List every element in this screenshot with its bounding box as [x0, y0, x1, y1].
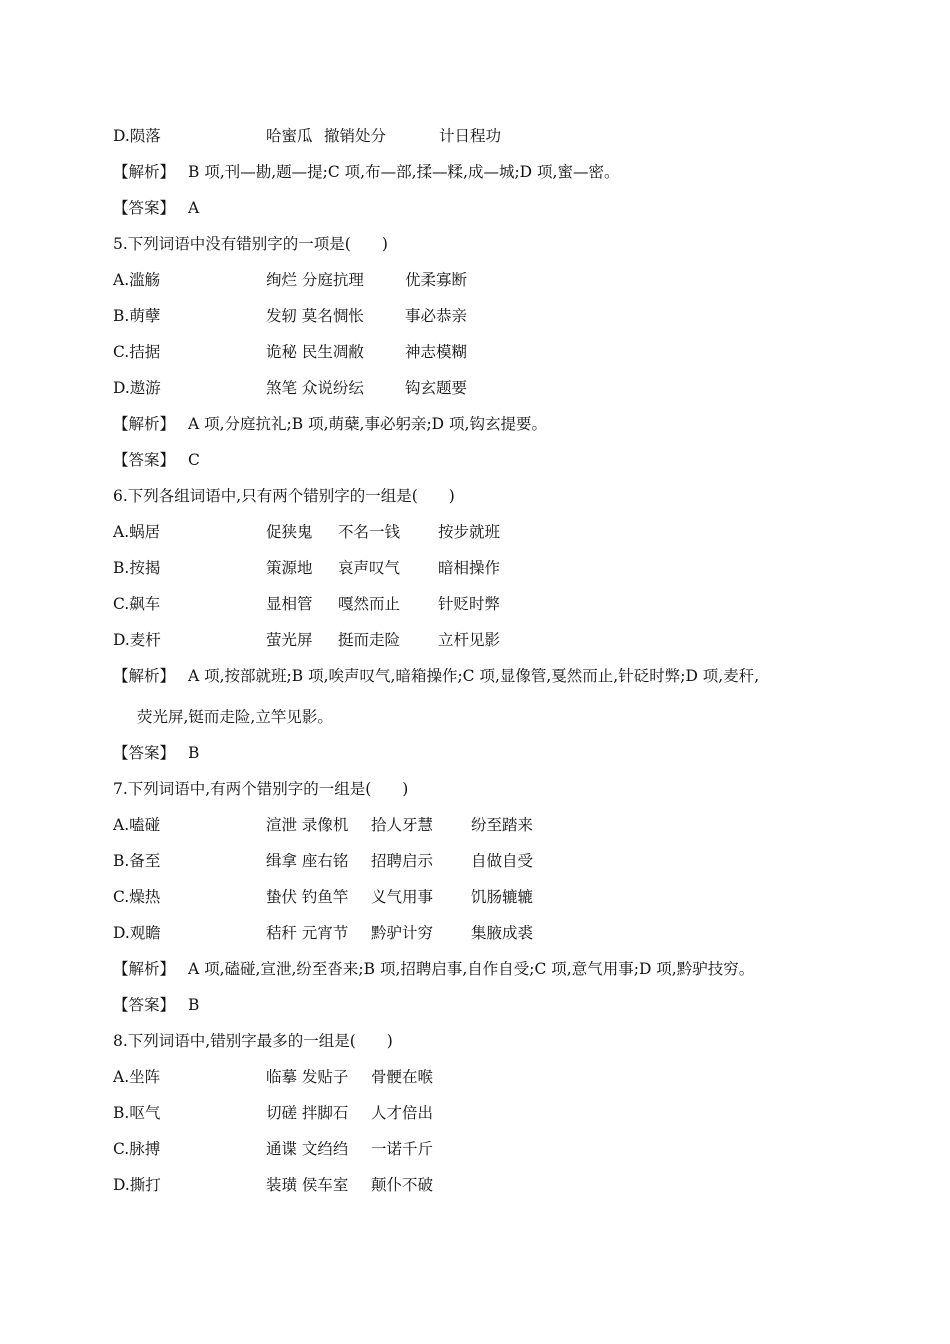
option-word: 煞笔 众说纷纭	[266, 379, 364, 397]
analysis-text: B 项,刊—勘,题—提;C 项,布—部,揉—糅,成—城;D 项,蜜—密。	[188, 163, 620, 181]
option-label: A.蜗居	[113, 523, 161, 541]
option-word: 渲泄 录像机	[266, 816, 349, 834]
analysis-text: A 项,按部就班;B 项,唉声叹气,暗箱操作;C 项,显像管,戛然而止,针砭时弊;D 项,麦秆,	[188, 667, 760, 685]
option-word: 哈蜜瓜	[266, 127, 313, 145]
analysis-text: A 项,分庭抗礼;B 项,萌蘖,事必躬亲;D 项,钩玄提要。	[188, 415, 547, 433]
option-word: 秸秆 元宵节	[266, 924, 349, 942]
option-label: A.坐阵	[113, 1068, 161, 1086]
answer-tag: 【答案】	[113, 451, 176, 469]
option-word: 通谍 文绉绉	[266, 1140, 349, 1158]
option-word: 挺而走险	[338, 631, 401, 649]
option-word: 钩玄题要	[405, 379, 468, 397]
option-word: 神志模糊	[405, 343, 468, 361]
option-word: 计日程功	[439, 127, 502, 145]
option-word: 事必恭亲	[405, 307, 468, 325]
analysis-tag: 【解析】	[113, 960, 176, 978]
answer-value: B	[188, 996, 200, 1014]
option-word: 骨骾在喉	[371, 1068, 434, 1086]
question-stem: 8.下列词语中,错别字最多的一组是( )	[113, 1032, 393, 1050]
option-label: D.撕打	[113, 1176, 161, 1194]
option-label: A.滥觞	[113, 271, 161, 289]
option-word: 暗相操作	[438, 559, 501, 577]
analysis-tag: 【解析】	[113, 415, 176, 433]
option-word: 显相管	[266, 595, 313, 613]
option-word: 切磋 拌脚石	[266, 1104, 349, 1122]
option-word: 饥肠辘辘	[471, 888, 534, 906]
option-word: 策源地	[266, 559, 313, 577]
answer-value: B	[188, 744, 200, 762]
option-label: C.拮据	[113, 343, 161, 361]
option-word: 不名一钱	[338, 523, 401, 541]
answer-tag: 【答案】	[113, 996, 176, 1014]
option-word: 颠仆不破	[371, 1176, 434, 1194]
option-word: 自做自受	[471, 852, 534, 870]
option-label: D.遨游	[113, 379, 161, 397]
option-word: 一诺千斤	[371, 1140, 434, 1158]
answer-tag: 【答案】	[113, 199, 176, 217]
option-word: 嘎然而止	[338, 595, 401, 613]
option-word: 促狭鬼	[266, 523, 313, 541]
analysis-text: A 项,磕碰,宣泄,纷至沓来;B 项,招聘启事,自作自受;C 项,意气用事;D 项,黔驴技穷。	[188, 960, 755, 978]
option-word: 诡秘 民生凋敝	[266, 343, 364, 361]
option-label: B.备至	[113, 852, 161, 870]
option-label: D.陨落	[113, 127, 161, 145]
option-word: 蛰伏 钓鱼竿	[266, 888, 349, 906]
option-word: 人才倍出	[371, 1104, 434, 1122]
option-word: 黔驴计穷	[371, 924, 434, 942]
question-stem: 6.下列各组词语中,只有两个错别字的一组是( )	[113, 487, 455, 505]
analysis-tag: 【解析】	[113, 163, 176, 181]
answer-value: C	[188, 451, 200, 469]
answer-value: A	[188, 199, 200, 217]
option-word: 针贬时弊	[438, 595, 501, 613]
option-word: 集腋成裘	[471, 924, 534, 942]
option-word: 萤光屏	[266, 631, 313, 649]
option-label: C.脉搏	[113, 1140, 161, 1158]
option-word: 招聘启示	[371, 852, 434, 870]
option-word: 按步就班	[438, 523, 501, 541]
option-word: 绚烂 分庭抗理	[266, 271, 364, 289]
option-word: 纷至踏来	[471, 816, 534, 834]
analysis-text: 荧光屏,铤而走险,立竿见影。	[137, 708, 333, 726]
question-stem: 5.下列词语中没有错别字的一项是( )	[113, 235, 388, 253]
option-label: C.燥热	[113, 888, 161, 906]
option-label: B.按揭	[113, 559, 161, 577]
option-word: 装璜 侯车室	[266, 1176, 349, 1194]
question-stem: 7.下列词语中,有两个错别字的一组是( )	[113, 780, 409, 798]
option-label: D.观瞻	[113, 924, 161, 942]
option-word: 缉拿 座右铭	[266, 852, 349, 870]
option-word: 立杆见影	[438, 631, 501, 649]
option-label: C.飙车	[113, 595, 161, 613]
option-word: 发轫 莫名惆怅	[266, 307, 364, 325]
option-word: 撤销处分	[324, 127, 387, 145]
option-word: 义气用事	[371, 888, 434, 906]
option-word: 拾人牙慧	[371, 816, 434, 834]
option-label: D.麦杆	[113, 631, 161, 649]
option-label: B.萌孽	[113, 307, 161, 325]
option-word: 哀声叹气	[338, 559, 401, 577]
analysis-tag: 【解析】	[113, 667, 176, 685]
option-label: A.嗑碰	[113, 816, 161, 834]
option-word: 优柔寡断	[405, 271, 468, 289]
option-label: B.呕气	[113, 1104, 161, 1122]
answer-tag: 【答案】	[113, 744, 176, 762]
option-word: 临摹 发贴子	[266, 1068, 349, 1086]
